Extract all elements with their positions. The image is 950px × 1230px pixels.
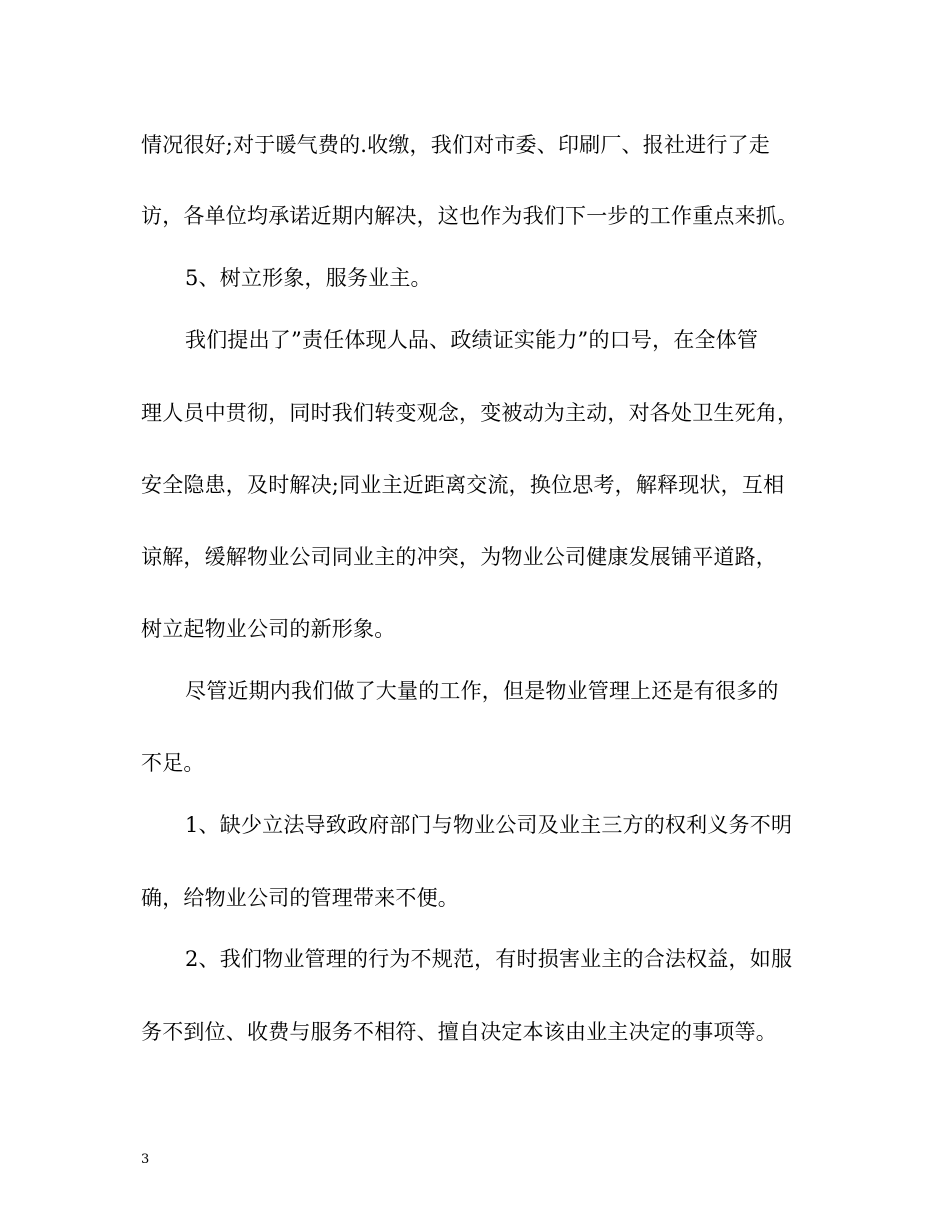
text-line: 情况很好;对于暖气费的.收缴，我们对市委、印刷厂、报社进行了走 <box>141 133 770 157</box>
text-line: 确，给物业公司的管理带来不便。 <box>141 886 459 910</box>
text-line: 务不到位、收费与服务不相符、擅自决定本该由业主决定的事项等。 <box>141 1020 777 1044</box>
text-line: 2、我们物业管理的行为不规范，有时损害业主的合法权益，如服 <box>185 947 793 971</box>
text-line: 尽管近期内我们做了大量的工作，但是物业管理上还是有很多的 <box>185 679 779 703</box>
text-line: 理人员中贯彻，同时我们转变观念，变被动为主动，对各处卫生死角， <box>141 401 799 425</box>
page-number: 3 <box>141 1152 150 1167</box>
text-line: 1、缺少立法导致政府部门与物业公司及业主三方的权利义务不明 <box>185 813 793 837</box>
text-line: 谅解，缓解物业公司同业主的冲突，为物业公司健康发展铺平道路， <box>141 545 777 569</box>
text-line: 我们提出了”责任体现人品、政绩证实能力”的口号，在全体管 <box>185 328 759 352</box>
text-line: 5、树立形象，服务业主。 <box>185 266 432 290</box>
text-line: 访，各单位均承诺近期内解决，这也作为我们下一步的工作重点来抓。 <box>141 204 799 228</box>
text-line: 不足。 <box>141 751 205 775</box>
text-line: 树立起物业公司的新形象。 <box>141 617 396 641</box>
text-line: 安全隐患，及时解决;同业主近距离交流，换位思考，解释现状，互相 <box>141 473 785 497</box>
